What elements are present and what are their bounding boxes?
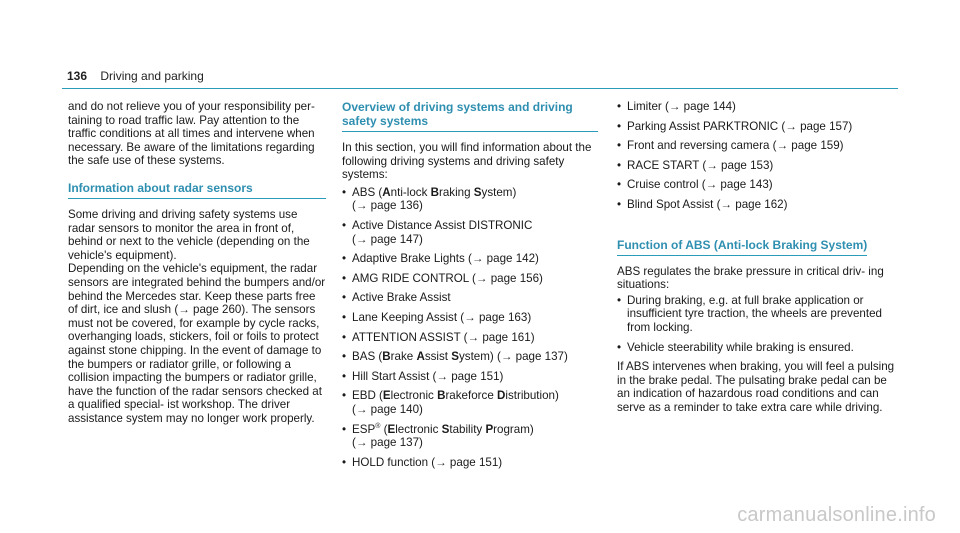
- list-item: • Front and reversing camera (→ page 159): [617, 139, 899, 153]
- list-item-esp: • ESP® (Electronic Stability Program) (→ page 137): [342, 423, 598, 450]
- section-title: Driving and parking: [100, 69, 204, 83]
- heading-radar-sensors: Information about radar sensors: [68, 181, 326, 199]
- list-item: • Vehicle steerability while braking is ensured.: [617, 341, 899, 355]
- page-header: [67, 69, 204, 83]
- list-item: • HOLD function (→ page 151): [342, 456, 598, 470]
- list-item: • Active Brake Assist: [342, 291, 598, 305]
- list-item: • Limiter (→ page 144): [617, 100, 899, 114]
- list-item: • Cruise control (→ page 143): [617, 178, 899, 192]
- page-reference[interactable]: (→ page 140): [352, 402, 423, 416]
- systems-list: [342, 186, 598, 470]
- list-item: • Lane Keeping Assist (→ page 163): [342, 311, 598, 325]
- abs-bullets: [617, 294, 899, 354]
- list-item: • Hill Start Assist (→ page 151): [342, 370, 598, 384]
- paragraph-radar-use: Some driving and driving safety systems use radar sensors to monitor the area in front of, behind or next to the vehicle (depending on the vehicle's equipment).: [68, 207, 310, 262]
- list-item: • Blind Spot Assist (→ page 162): [617, 198, 899, 212]
- list-item: • ATTENTION ASSIST (→ page 161): [342, 331, 598, 345]
- list-item-abs: • ABS (Anti-lock Braking System) (→ page 136): [342, 186, 598, 213]
- list-item-bas: • BAS (Brake Assist System) (→ page 137): [342, 350, 598, 364]
- page-reference[interactable]: (→ page 136): [352, 199, 423, 213]
- paragraph-abs-intro: ABS regulates the brake pressure in critical driv- ing situations:: [617, 264, 884, 292]
- header-rule: [62, 88, 898, 89]
- list-item: • Adaptive Brake Lights (→ page 142): [342, 252, 598, 266]
- list-item-ebd: • EBD (Electronic Brakeforce Distribution) (→ page 140): [342, 389, 598, 416]
- list-item: • AMG RIDE CONTROL (→ page 156): [342, 272, 598, 286]
- list-item: • Active Distance Assist DISTRONIC (→ page 147): [342, 219, 598, 246]
- paragraph-responsibility: and do not relieve you of your responsibility per- taining to road traffic law. Pay attention to the traffic conditions at all times and intervene when necessary. Be aware of the limitations regarding the safe use of these systems.: [68, 100, 315, 168]
- column-2: [342, 100, 598, 475]
- list-item: • Parking Assist PARKTRONIC (→ page 157): [617, 120, 899, 134]
- paragraph-overview-intro: In this section, you will find information about the following driving systems and driving safety systems:: [342, 141, 592, 182]
- watermark: carmanualsonline.info: [737, 504, 936, 526]
- page-number: 136: [67, 69, 88, 83]
- list-item: • During braking, e.g. at full brake application or insufficient tyre traction, the wheels are prevented from locking.: [617, 294, 899, 335]
- column-3: [617, 100, 899, 415]
- paragraph-radar-position: Depending on the vehicle's equipment, the radar sensors are integrated behind the bumpers and/or behind the Mercedes star. Keep these parts free of dirt, ice and slush (→ page 260). The sensors must not be covered, for example by cycle racks, overhanging loads, stickers, foil or foils to protect against stone chipping. In the event of damage to the bumpers or radiator grille, or following a collision impacting the bumpers or radiator grille, have the function of the radar sensors checked at a qualified special- ist workshop. The driver assistance system may no longer work properly.: [68, 262, 326, 425]
- page-reference[interactable]: (→ page 137): [352, 436, 423, 450]
- column-1: [68, 100, 326, 425]
- paragraph-abs-pulsing: If ABS intervenes when braking, you will feel a pulsing in the brake pedal. The pulsating brake pedal can be an indication of hazardous road conditions and can serve as a reminder to take extra care while driving.: [617, 360, 895, 414]
- systems-list-continued: [617, 100, 899, 212]
- list-item: • RACE START (→ page 153): [617, 159, 899, 173]
- heading-abs-function: Function of ABS (Anti-lock Braking System): [617, 238, 867, 256]
- heading-overview-systems: Overview of driving systems and driving safety systems: [342, 100, 598, 132]
- page-reference[interactable]: (→ page 147): [352, 232, 423, 246]
